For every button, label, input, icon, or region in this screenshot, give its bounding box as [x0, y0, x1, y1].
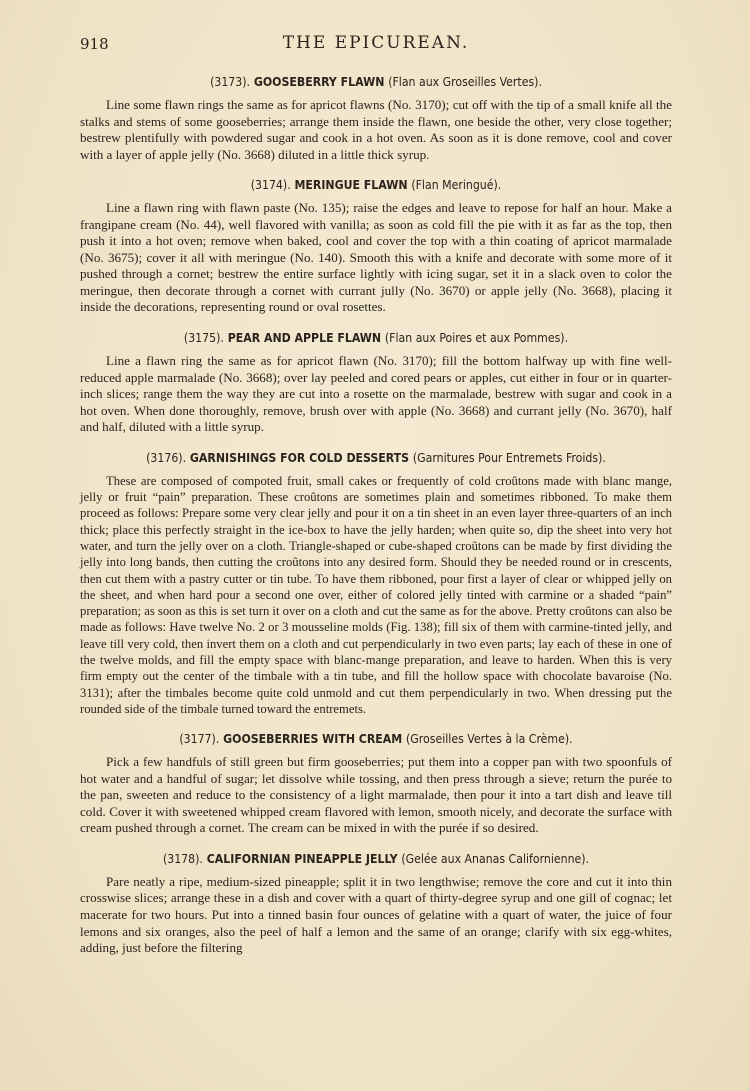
recipe-name: PEAR AND APPLE FLAWN [227, 331, 382, 346]
recipe-number: (3175). [183, 331, 224, 346]
recipe-number: (3177). [179, 732, 220, 747]
recipe-3178 [80, 851, 672, 957]
recipe-french-name: (Flan Meringué). [411, 178, 502, 193]
recipe-number: (3173). [210, 75, 250, 89]
running-title: THE EPICUREAN. [282, 33, 470, 53]
recipe-name: GOOSEBERRIES WITH CREAM [223, 732, 403, 747]
recipe-body: Line some flawn rings the same as for apricot flawns (No. 3170); cut off with the tip of a small knife all the stalks and stems of some gooseberries; arrange them inside the flawn, one beside the other, very close together; bestrew plentifully with powdered sugar and cook in a hot oven. As soon as it is done remove, cool and cover with a layer of apple jelly (No. 3668) diluted in a little thick syrup. [80, 97, 672, 162]
recipe-name: GOOSEBERRY FLAWN [253, 75, 385, 89]
recipe-body: Line a flawn ring the same as for apricot flawn (No. 3170); fill the bottom halfway up with fine well-reduced apple marmalade (No. 3668); over lay peeled and cored pears or apples, cut either in four or in quarter-inch slices; range them the way they are cut into a rosette on the marmalade, bestrew with sugar and cook in a hot oven. When done thoroughly, remove, brush over with apple (No. 3668) and currant jelly (No. 3670), half and half, diluted with a little syrup. [80, 353, 672, 435]
running-head [80, 30, 672, 60]
page-number: 918 [80, 35, 109, 53]
recipe-name: GARNISHINGS FOR COLD DESSERTS [189, 450, 410, 465]
recipe-body: Line a flawn ring with flawn paste (No. 135); raise the edges and leave to repose for half an hour. Make a frangipane cream (No. 44), well flavored with vanilla; as soon as cold fill the pie with it as far as the top, then push it into a hot oven; remove when baked, cool and cover the top with a thin coating of apricot marmalade (No. 3675); cover it all with meringue (No. 140). Smooth this with a knife and decorate with some more of it pushed through a cornet; bestrew the entire surface lightly with icing sugar, set it in a slack oven to color the meringue, then decorate through a cornet with currant jully (No. 3670) or apple jelly (No. 3668), placing it inside the decorations, representing round or oval rosettes. [80, 200, 672, 315]
recipe-french-name: (Garnitures Pour Entremets Froids). [412, 450, 606, 465]
recipe-number: (3176). [146, 450, 187, 465]
recipe-french-name: (Flan aux Poires et aux Pommes). [384, 331, 569, 346]
recipe-name: CALIFORNIAN PINEAPPLE JELLY [206, 851, 398, 866]
recipe-french-name: (Gelée aux Ananas Californienne). [401, 851, 590, 866]
recipe-heading [80, 450, 672, 467]
recipe-body: Pare neatly a ripe, medium-sized pineapple; split it in two lengthwise; remove the core and cut it into thin crosswise slices; arrange these in a dish and cover with a quart of thirty-degree syrup and one gill of cognac; let macerate for two hours. Put into a tinned basin four ounces of gelatine with a quart of water, the juice of four lemons and six oranges, also the peel of half a lemon and the same of an orange; clarify with six egg-whites, adding, just before the filtering [80, 873, 672, 956]
recipe-french-name: (Flan aux Groseilles Vertes). [388, 75, 542, 89]
recipe-french-name: (Groseilles Vertes à la Crème). [406, 732, 573, 747]
recipe-number: (3174). [250, 178, 291, 193]
recipe-3177 [80, 731, 672, 837]
recipe-3176 [80, 450, 672, 717]
recipe-body: Pick a few handfuls of still green but firm gooseberries; put them into a copper pan with two spoonfuls of hot water and a handful of sugar; let dissolve while tossing, and then press through a sieve; return the purée to the pan, sweeten and reduce to the consistency of a light marmalade, then pour it into a tart dish and leave till cold. Cover it with sweetened whipped cream flavored with lemon, smooth nicely, and decorate the surface with cream pushed through a cornet. The cream can be mixed in with the purée if so desired. [80, 754, 672, 836]
recipe-number: (3178). [162, 851, 203, 866]
recipe-name: MERINGUE FLAWN [294, 178, 408, 193]
recipe-heading [80, 177, 672, 194]
recipe-3174 [80, 177, 672, 316]
recipe-heading [80, 74, 672, 91]
recipe-heading [80, 330, 672, 347]
recipe-heading [80, 851, 672, 868]
recipe-3173 [80, 74, 672, 163]
recipe-body: These are composed of compoted fruit, small cakes or frequently of cold croûtons made with blanc mange, jelly or fruit “pain” preparation. These croûtons are sometimes plain and sometimes ribboned. To make them proceed as follows: Prepare some very clear jelly and pour it on a tin sheet in an even layer three-quarters of an inch thick; place this perfectly straight in the ice-box to have the jelly harden; when quite so, dip the sheet into very hot water, and turn the jelly over on a cloth. Triangle-shaped or cube-shaped croûtons can be made by first dividing the jelly into long bands, then cutting the croûtons into any desired form. Should they be needed round or in crescents, then cut them with a pastry cutter or tin tube. To have them ribboned, pour first a layer of clear or whipped jelly on the sheet, and when hard pour a second one over, either of colored jelly tinted with carmine or a shaded “pain” preparation; as soon as this is set turn it over on a cloth and cut the same as for the above. Pretty croûtons can also be made as follows: Have twelve No. 2 or 3 mousseline molds (Fig. 138); fill six of them with carmine-tinted jelly, and leave till very cold, then invert them on a cloth and cut perpendicularly in two even parts; lay each of these in one of the twelve molds, and fill the empty space with blanc-mange preparation, and leave to harden. When this is very firm empty out the center of the timbale with a tin tube, and fill the hollow space with chocolate bavaroise (No. 3131); after the timbales become quite cold unmold and cut them perpendicularly in two. When dressing put the rounded side of the timbale turned toward the entremets. [80, 473, 672, 716]
recipe-3175 [80, 330, 672, 436]
recipe-heading [80, 731, 672, 748]
